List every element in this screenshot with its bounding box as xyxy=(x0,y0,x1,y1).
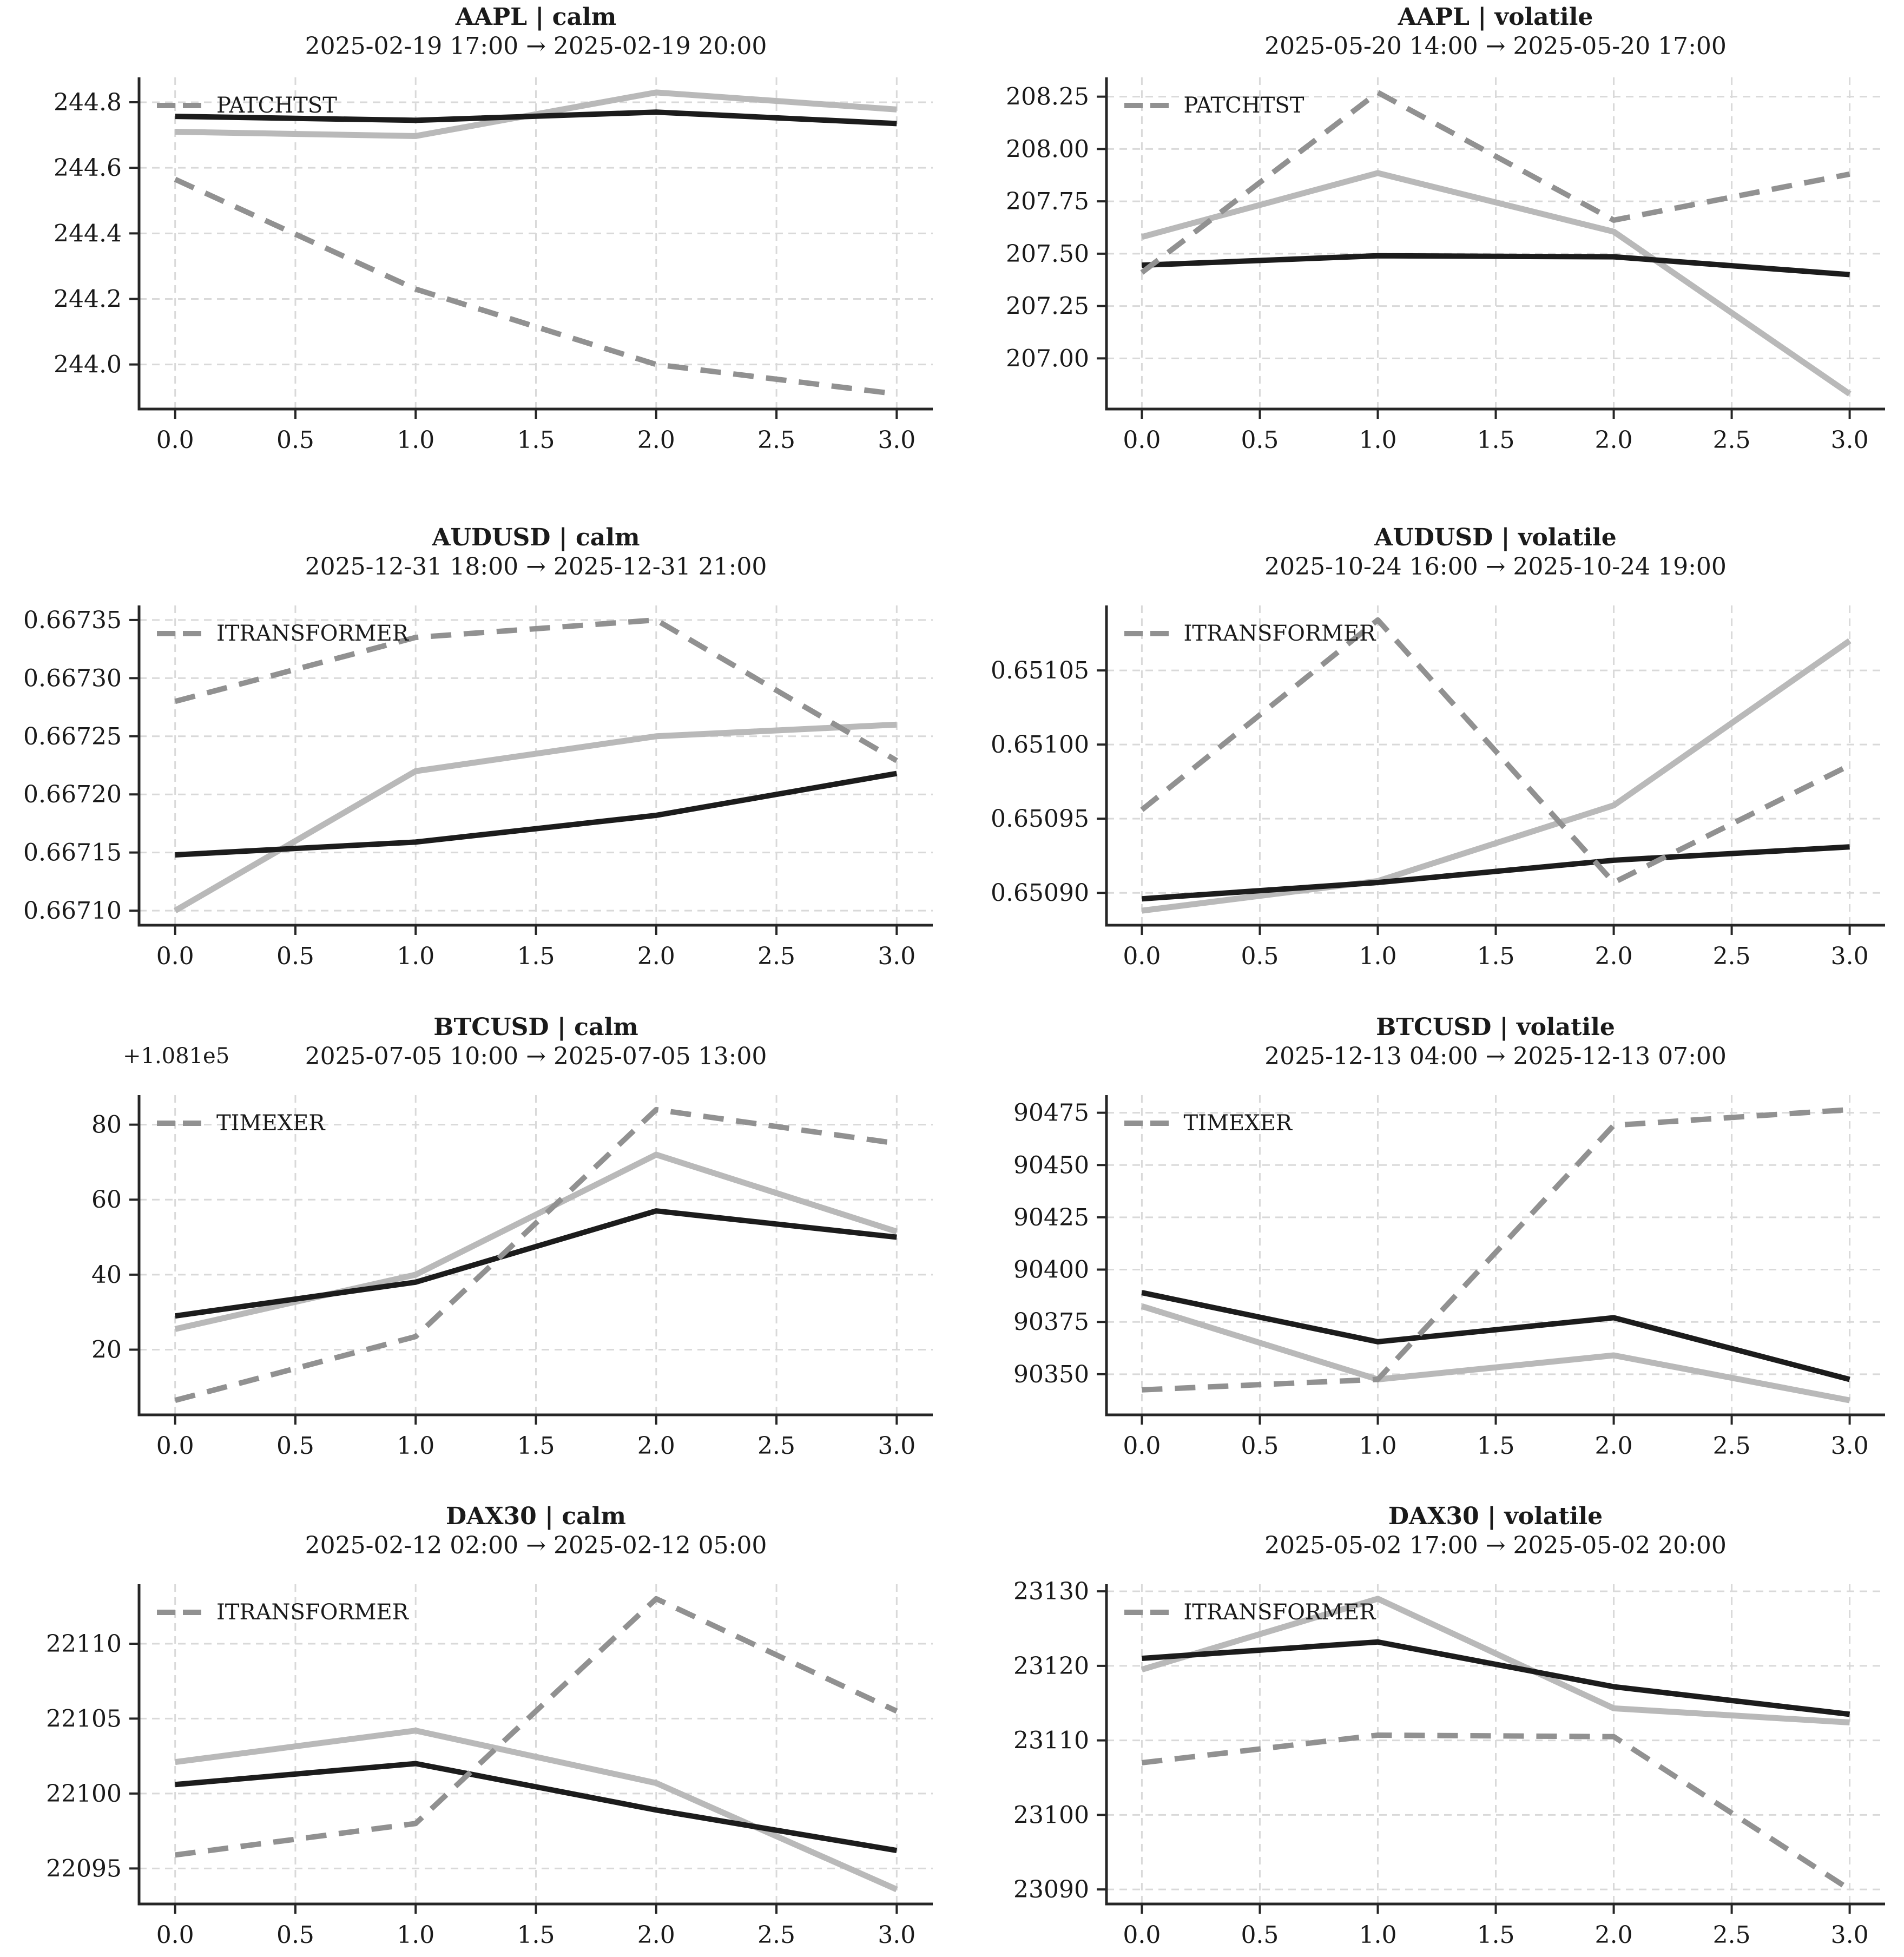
svg-text:1.5: 1.5 xyxy=(517,426,555,454)
svg-text:0.5: 0.5 xyxy=(276,1432,314,1460)
chart-panel-dax30-calm xyxy=(0,1468,952,1957)
svg-text:0.65100: 0.65100 xyxy=(990,731,1089,759)
legend-label: TIMEXER xyxy=(216,1110,325,1136)
svg-text:0.0: 0.0 xyxy=(156,1432,194,1460)
svg-text:1.0: 1.0 xyxy=(397,1921,435,1949)
legend xyxy=(1124,1599,1376,1625)
svg-text:207.50: 207.50 xyxy=(1005,240,1089,268)
svg-text:0.5: 0.5 xyxy=(276,426,314,454)
svg-text:1.0: 1.0 xyxy=(397,1432,435,1460)
svg-text:2.5: 2.5 xyxy=(1712,1921,1751,1949)
chart-subtitle: 2025-05-20 14:00 → 2025-05-20 17:00 xyxy=(1264,32,1727,60)
svg-text:23100: 23100 xyxy=(1013,1801,1089,1829)
svg-text:3.0: 3.0 xyxy=(1830,1432,1869,1460)
svg-text:20: 20 xyxy=(91,1336,122,1364)
legend xyxy=(1124,93,1305,118)
svg-text:0.0: 0.0 xyxy=(1122,943,1161,971)
svg-text:2.0: 2.0 xyxy=(637,943,675,971)
svg-text:1.5: 1.5 xyxy=(517,1921,555,1949)
svg-text:1.5: 1.5 xyxy=(517,1432,555,1460)
chart-panel-dax30-volatile xyxy=(952,1468,1904,1957)
svg-text:1.5: 1.5 xyxy=(517,943,555,971)
chart-panel-btcusd-calm xyxy=(0,979,952,1468)
svg-text:0.0: 0.0 xyxy=(1122,426,1161,454)
svg-text:244.8: 244.8 xyxy=(54,89,122,117)
svg-text:0.66725: 0.66725 xyxy=(23,723,122,751)
legend xyxy=(1124,1110,1292,1136)
svg-text:22100: 22100 xyxy=(46,1780,122,1808)
chart-subtitle: 2025-12-13 04:00 → 2025-12-13 07:00 xyxy=(1264,1042,1727,1070)
svg-text:3.0: 3.0 xyxy=(878,1921,916,1949)
svg-text:22110: 22110 xyxy=(46,1630,122,1658)
svg-text:90400: 90400 xyxy=(1013,1256,1089,1284)
svg-text:244.2: 244.2 xyxy=(54,285,122,313)
svg-text:1.5: 1.5 xyxy=(1477,1432,1514,1460)
legend-label: PATCHTST xyxy=(216,93,337,118)
line-chart xyxy=(0,0,952,489)
svg-text:0.66730: 0.66730 xyxy=(23,664,122,693)
legend xyxy=(157,93,337,118)
svg-text:244.6: 244.6 xyxy=(54,154,122,182)
dashed-line-icon xyxy=(1124,1610,1169,1615)
legend-label: ITRANSFORMER xyxy=(1183,621,1376,647)
svg-text:90350: 90350 xyxy=(1013,1360,1089,1388)
svg-text:23130: 23130 xyxy=(1013,1577,1089,1605)
svg-text:2.0: 2.0 xyxy=(637,426,675,454)
dashed-line-icon xyxy=(1124,1121,1169,1126)
svg-text:3.0: 3.0 xyxy=(878,943,916,971)
svg-text:207.25: 207.25 xyxy=(1005,292,1089,320)
svg-text:0.5: 0.5 xyxy=(1240,1432,1279,1460)
svg-text:1.5: 1.5 xyxy=(1477,943,1514,971)
chart-subtitle: 2025-02-12 02:00 → 2025-02-12 05:00 xyxy=(305,1531,767,1559)
svg-text:2.5: 2.5 xyxy=(757,1432,796,1460)
svg-text:1.5: 1.5 xyxy=(1477,426,1514,454)
chart-title: AUDUSD | volatile xyxy=(1374,524,1617,552)
dashed-line-icon xyxy=(157,631,201,636)
svg-text:90375: 90375 xyxy=(1013,1308,1089,1336)
svg-text:1.0: 1.0 xyxy=(1358,943,1396,971)
svg-text:2.5: 2.5 xyxy=(1712,426,1751,454)
chart-title: AUDUSD | calm xyxy=(432,524,640,552)
svg-text:2.5: 2.5 xyxy=(757,426,796,454)
svg-text:0.66715: 0.66715 xyxy=(23,839,122,867)
dashed-line-icon xyxy=(157,1610,201,1615)
svg-text:0.0: 0.0 xyxy=(1122,1432,1161,1460)
svg-text:0.0: 0.0 xyxy=(1122,1921,1161,1949)
svg-text:0.66720: 0.66720 xyxy=(23,781,122,809)
chart-title: BTCUSD | volatile xyxy=(1376,1013,1615,1041)
svg-text:0.65105: 0.65105 xyxy=(990,657,1089,685)
svg-text:23090: 23090 xyxy=(1013,1875,1089,1903)
chart-panel-audusd-calm xyxy=(0,489,952,978)
svg-text:207.00: 207.00 xyxy=(1005,345,1089,373)
svg-text:2.0: 2.0 xyxy=(637,1921,675,1949)
svg-text:0.5: 0.5 xyxy=(1240,426,1279,454)
svg-text:60: 60 xyxy=(91,1185,122,1214)
chart-title: DAX30 | volatile xyxy=(1388,1502,1603,1530)
dashed-line-icon xyxy=(1124,103,1169,108)
legend-label: ITRANSFORMER xyxy=(1183,1599,1376,1625)
chart-panel-aapl-volatile xyxy=(952,0,1904,489)
svg-text:0.5: 0.5 xyxy=(276,1921,314,1949)
legend-label: PATCHTST xyxy=(1183,93,1305,118)
svg-text:0.5: 0.5 xyxy=(1240,943,1279,971)
svg-text:90425: 90425 xyxy=(1013,1203,1089,1231)
svg-text:1.0: 1.0 xyxy=(1358,426,1396,454)
legend xyxy=(157,1110,325,1136)
svg-text:1.0: 1.0 xyxy=(1358,1432,1396,1460)
svg-text:3.0: 3.0 xyxy=(878,426,916,454)
svg-text:2.5: 2.5 xyxy=(757,943,796,971)
chart-title: AAPL | calm xyxy=(455,3,617,31)
svg-text:2.5: 2.5 xyxy=(1712,1432,1751,1460)
svg-text:1.0: 1.0 xyxy=(397,426,435,454)
svg-text:2.5: 2.5 xyxy=(757,1921,796,1949)
legend-label: ITRANSFORMER xyxy=(216,1599,409,1625)
legend-label: TIMEXER xyxy=(1183,1110,1292,1136)
svg-text:1.0: 1.0 xyxy=(397,943,435,971)
svg-text:2.5: 2.5 xyxy=(1712,943,1751,971)
svg-text:0.65095: 0.65095 xyxy=(990,805,1089,833)
chart-title: BTCUSD | calm xyxy=(433,1013,638,1041)
svg-text:22105: 22105 xyxy=(46,1705,122,1733)
svg-text:0.66735: 0.66735 xyxy=(23,607,122,635)
legend xyxy=(157,621,409,647)
chart-panel-btcusd-volatile xyxy=(952,979,1904,1468)
svg-text:2.0: 2.0 xyxy=(1595,943,1633,971)
svg-text:3.0: 3.0 xyxy=(1830,426,1869,454)
svg-text:2.0: 2.0 xyxy=(1595,1921,1633,1949)
dashed-line-icon xyxy=(157,1121,201,1126)
svg-text:208.00: 208.00 xyxy=(1005,135,1089,163)
legend-label: ITRANSFORMER xyxy=(216,621,409,647)
svg-text:23120: 23120 xyxy=(1013,1652,1089,1680)
svg-text:1.5: 1.5 xyxy=(1477,1921,1514,1949)
svg-text:208.25: 208.25 xyxy=(1005,83,1089,111)
svg-text:207.75: 207.75 xyxy=(1005,188,1089,216)
svg-text:0.0: 0.0 xyxy=(156,1921,194,1949)
svg-text:1.0: 1.0 xyxy=(1358,1921,1396,1949)
svg-text:2.0: 2.0 xyxy=(1595,426,1633,454)
svg-text:244.4: 244.4 xyxy=(54,220,122,248)
chart-panel-audusd-volatile xyxy=(952,489,1904,978)
svg-text:3.0: 3.0 xyxy=(1830,1921,1869,1949)
y-axis-offset-label: +1.081e5 xyxy=(123,1043,230,1069)
svg-text:90475: 90475 xyxy=(1013,1099,1089,1127)
svg-text:0.5: 0.5 xyxy=(1240,1921,1279,1949)
legend xyxy=(157,1599,409,1625)
legend xyxy=(1124,621,1376,647)
svg-text:0.5: 0.5 xyxy=(276,943,314,971)
svg-text:22095: 22095 xyxy=(46,1855,122,1883)
svg-text:3.0: 3.0 xyxy=(878,1432,916,1460)
dashed-line-icon xyxy=(157,103,201,108)
svg-text:80: 80 xyxy=(91,1111,122,1139)
chart-title: AAPL | volatile xyxy=(1398,3,1593,31)
svg-text:23110: 23110 xyxy=(1013,1727,1089,1755)
svg-text:2.0: 2.0 xyxy=(1595,1432,1633,1460)
chart-title: DAX30 | calm xyxy=(446,1502,626,1530)
dashed-line-icon xyxy=(1124,631,1169,636)
svg-text:90450: 90450 xyxy=(1013,1151,1089,1179)
svg-text:0.0: 0.0 xyxy=(156,426,194,454)
svg-text:244.0: 244.0 xyxy=(54,351,122,379)
chart-subtitle: 2025-10-24 16:00 → 2025-10-24 19:00 xyxy=(1264,553,1727,581)
svg-text:3.0: 3.0 xyxy=(1830,943,1869,971)
chart-subtitle: 2025-05-02 17:00 → 2025-05-02 20:00 xyxy=(1264,1531,1727,1559)
chart-panel-aapl-calm xyxy=(0,0,952,489)
chart-subtitle: 2025-07-05 10:00 → 2025-07-05 13:00 xyxy=(305,1042,767,1070)
svg-text:2.0: 2.0 xyxy=(637,1432,675,1460)
line-chart xyxy=(952,0,1904,489)
svg-text:0.65090: 0.65090 xyxy=(990,879,1089,907)
svg-text:40: 40 xyxy=(91,1261,122,1289)
chart-subtitle: 2025-12-31 18:00 → 2025-12-31 21:00 xyxy=(305,553,767,581)
svg-text:0.0: 0.0 xyxy=(156,943,194,971)
chart-subtitle: 2025-02-19 17:00 → 2025-02-19 20:00 xyxy=(305,32,767,60)
svg-text:0.66710: 0.66710 xyxy=(23,897,122,925)
